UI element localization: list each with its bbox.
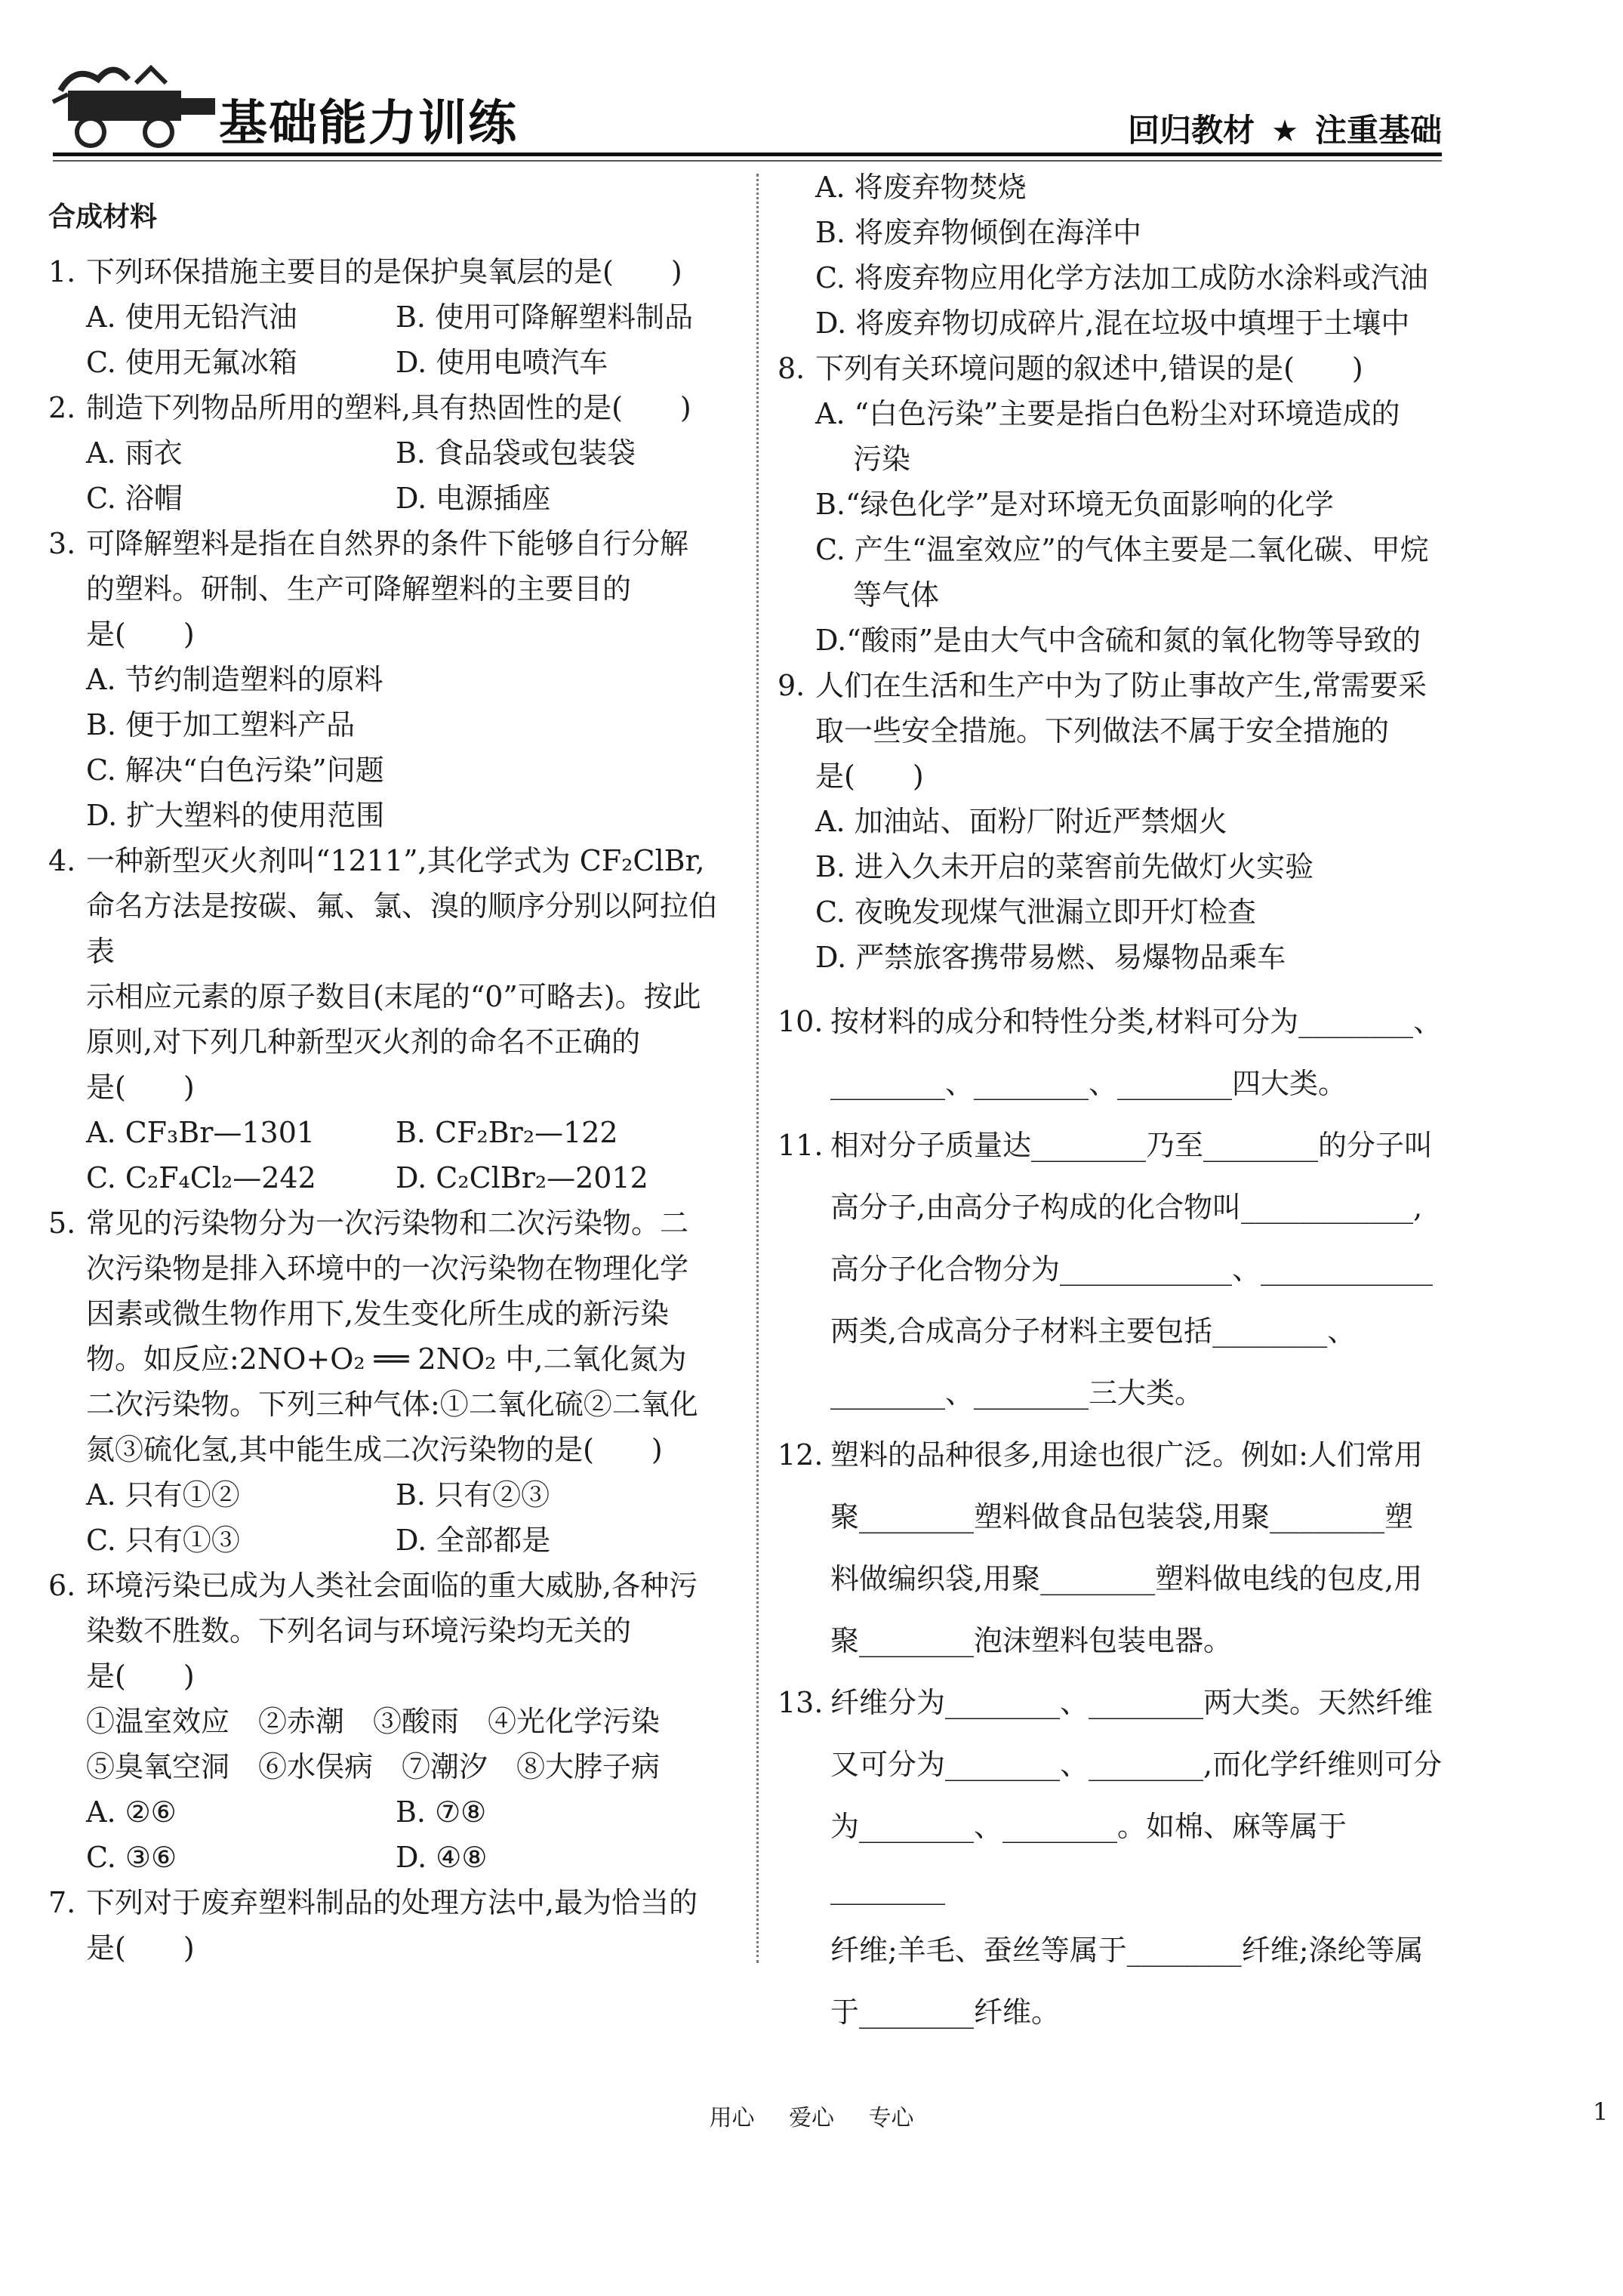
question-number: 4. — [48, 844, 76, 877]
question — [778, 663, 1457, 799]
question-text: ⑤臭氧空洞 ⑥水俣病 ⑦潮汐 ⑧大脖子病 — [86, 1750, 661, 1783]
option: A. 将废弃物焚烧 — [815, 171, 1027, 204]
question-text: 按材料的成分和特性分类,材料可分为________、 — [830, 1005, 1443, 1038]
question-text: 是( ) — [86, 1931, 195, 1965]
question-text: 一种新型灭火剂叫“1211”,其化学式为 CF₂ClBr, — [86, 844, 705, 877]
question-text: 料做编织袋,用聚________塑料做电线的包皮,用 — [830, 1562, 1423, 1595]
question-text: 相对分子质量达________乃至________的分子叫 — [830, 1129, 1434, 1162]
question-text: 原则,对下列几种新型灭火剂的命名不正确的 — [86, 1025, 641, 1059]
option: B. 将废弃物倾倒在海洋中 — [815, 216, 1142, 249]
option: A. 雨衣 — [86, 436, 183, 470]
question-text: 因素或微生物作用下,发生变化所生成的新污染 — [86, 1297, 670, 1330]
option: A. 加油站、面粉厂附近严禁烟火 — [815, 805, 1227, 838]
question-text: 二次污染物。下列三种气体:①二氧化硫②二氧化 — [86, 1388, 698, 1421]
page-number: 1 — [1593, 2097, 1609, 2126]
option: D. 使用电喷汽车 — [396, 346, 608, 379]
question-number: 8. — [778, 352, 805, 385]
question-text: 的塑料。研制、生产可降解塑料的主要目的 — [86, 572, 632, 606]
option: A. CF₃Br—1301 — [86, 1116, 316, 1149]
question-number: 3. — [48, 527, 76, 560]
question — [48, 1563, 735, 1789]
question-text: 纤维分为________、________两大类。天然纤维 — [830, 1686, 1434, 1719]
question-text: 纤维;羊毛、蚕丝等属于________纤维;涤纶等属 — [830, 1934, 1424, 1967]
question-text: ①温室效应 ②赤潮 ③酸雨 ④光化学污染 — [86, 1705, 661, 1738]
option-grid — [48, 1110, 735, 1200]
question-number: 1. — [48, 255, 76, 288]
option: C. 将废弃物应用化学方法加工成防水涂料或汽油 — [815, 261, 1428, 294]
question-text: 下列环保措施主要目的是保护臭氧层的是( ) — [86, 255, 682, 288]
question-text: 为________、________。如棉、麻等属于________ — [830, 1810, 1347, 1905]
option: B.“绿色化学”是对环境无负面影响的化学 — [815, 488, 1334, 521]
question-number: 2. — [48, 391, 76, 424]
option-grid — [48, 430, 735, 521]
question-text: 可降解塑料是指在自然界的条件下能够自行分解 — [86, 527, 689, 560]
option: A. “白色污染”主要是指白色粉尘对环境造成的 — [815, 397, 1400, 430]
option: C. 解决“白色污染”问题 — [86, 754, 384, 787]
footer — [0, 2099, 1623, 2132]
question-number: 6. — [48, 1569, 76, 1602]
option: C. 只有①③ — [86, 1524, 240, 1557]
option: D. 将废弃物切成碎片,混在垃圾中填埋于土壤中 — [815, 307, 1410, 340]
question-text: 是( ) — [815, 760, 924, 793]
option: D.“酸雨”是由大气中含硫和氮的氧化物等导致的 — [815, 624, 1421, 657]
option: B. 使用可降解塑料制品 — [396, 300, 694, 334]
question-text: 于________纤维。 — [830, 1996, 1061, 2029]
option: B. 便于加工塑料产品 — [86, 708, 356, 741]
question — [48, 385, 735, 430]
question-text: 氮③硫化氢,其中能生成二次污染物的是( ) — [86, 1433, 663, 1466]
q7-options — [778, 165, 1457, 346]
question-text: 塑料的品种很多,用途也很广泛。例如:人们常用 — [830, 1438, 1423, 1472]
left-column — [48, 195, 735, 1971]
option: A. ②⑥ — [86, 1795, 177, 1829]
footer-item: 爱心 — [789, 2105, 834, 2131]
option: D. ④⑧ — [396, 1841, 488, 1874]
question — [48, 1200, 735, 1472]
slogan-left: 回归教材 — [1128, 112, 1255, 149]
section-title: 合成材料 — [48, 202, 158, 233]
fill-question — [778, 1424, 1457, 1672]
option: B. CF₂Br₂—122 — [396, 1116, 618, 1149]
option: D. 全部都是 — [396, 1524, 551, 1557]
option: A. 只有①② — [86, 1478, 240, 1512]
option: B. 只有②③ — [396, 1478, 550, 1512]
fill-question — [778, 1672, 1457, 2043]
question-text: 常见的污染物分为一次污染物和二次污染物。二 — [86, 1207, 689, 1240]
question-text: ________、________、________四大类。 — [830, 1067, 1347, 1100]
option: C. 浴帽 — [86, 482, 183, 515]
question-number: 5. — [48, 1207, 76, 1240]
question-text: 次污染物是排入环境中的一次污染物在物理化学 — [86, 1252, 689, 1285]
option: C. C₂F₄Cl₂—242 — [86, 1161, 316, 1194]
option: C. 夜晚发现煤气泄漏立即开灯检查 — [815, 895, 1256, 929]
question — [48, 249, 735, 294]
question-text: 聚________泡沫塑料包装电器。 — [830, 1624, 1233, 1657]
option: 等气体 — [853, 578, 940, 612]
option: D. C₂ClBr₂—2012 — [396, 1161, 648, 1194]
footer-item: 专心 — [868, 2105, 914, 2131]
question-text: 是( ) — [86, 1660, 195, 1693]
option-grid — [48, 1472, 735, 1563]
question — [48, 838, 735, 1110]
question-text: 下列有关环境问题的叙述中,错误的是( ) — [815, 352, 1363, 385]
header-rule-thin — [53, 160, 1442, 162]
option: B. 进入久未开启的菜窖前先做灯火实验 — [815, 850, 1314, 883]
option: B. ⑦⑧ — [396, 1795, 487, 1829]
question-text: 高分子化合物分为____________、____________ — [830, 1253, 1434, 1286]
slogan-right: 注重基础 — [1314, 112, 1442, 149]
question-text: 两类,合成高分子材料主要包括________、 — [830, 1314, 1357, 1348]
question-text: 聚________塑料做食品包装袋,用聚________塑 — [830, 1500, 1414, 1533]
question-text: 是( ) — [86, 618, 195, 651]
fill-question — [778, 991, 1457, 1114]
question — [48, 1880, 735, 1971]
header — [45, 45, 1442, 159]
page-title: 基础能力训练 — [219, 96, 518, 152]
option: B. 食品袋或包装袋 — [396, 436, 636, 470]
option: C. ③⑥ — [86, 1841, 177, 1874]
question — [778, 346, 1457, 391]
question-text: 下列对于废弃塑料制品的处理方法中,最为恰当的 — [86, 1886, 698, 1919]
question-text: 又可分为________、________,而化学纤维则可分 — [830, 1748, 1443, 1781]
question-number: 9. — [778, 669, 805, 702]
question-number: 11. — [778, 1129, 824, 1162]
star-icon: ★ — [1271, 114, 1298, 149]
question — [48, 521, 735, 657]
question-number: 12. — [778, 1438, 824, 1472]
fill-question — [778, 1114, 1457, 1424]
question-text: 示相应元素的原子数目(末尾的“0”可略去)。按此 — [86, 980, 701, 1013]
question-text: 人们在生活和生产中为了防止事故产生,常需要采 — [815, 669, 1427, 702]
option: C. 使用无氟冰箱 — [86, 346, 297, 379]
option: D. 扩大塑料的使用范围 — [86, 799, 385, 832]
column-divider — [756, 174, 759, 1963]
right-questions — [778, 346, 1457, 980]
option: A. 使用无铅汽油 — [86, 300, 297, 334]
question-number: 10. — [778, 1005, 824, 1038]
option: D. 电源插座 — [396, 482, 551, 515]
right-column — [778, 165, 1457, 2043]
left-questions — [48, 249, 735, 1971]
question-text: 制造下列物品所用的塑料,具有热固性的是( ) — [86, 391, 691, 424]
question-number: 7. — [48, 1886, 76, 1919]
question-text: 高分子,由高分子构成的化合物叫____________, — [830, 1191, 1423, 1224]
option-grid — [48, 1789, 735, 1880]
question-text: 环境污染已成为人类社会面临的重大威胁,各种污 — [86, 1569, 698, 1602]
cart-logo-icon — [45, 60, 219, 151]
option: D. 严禁旅客携带易燃、易爆物品乘车 — [815, 941, 1286, 974]
question-number: 13. — [778, 1686, 824, 1719]
header-rule — [53, 153, 1442, 156]
fill-questions — [778, 991, 1457, 2043]
question-text: 是( ) — [86, 1071, 195, 1104]
question-text: 取一些安全措施。下列做法不属于安全措施的 — [815, 714, 1390, 747]
question-text: ________、________三大类。 — [830, 1376, 1204, 1410]
option: 污染 — [853, 442, 911, 476]
option-grid — [48, 294, 735, 385]
option: A. 节约制造塑料的原料 — [86, 663, 383, 696]
question-text: 物。如反应:2NO+O₂ ══ 2NO₂ 中,二氧化氮为 — [86, 1342, 687, 1376]
question-text: 染数不胜数。下列名词与环境污染均无关的 — [86, 1614, 632, 1647]
option: C. 产生“温室效应”的气体主要是二氧化碳、甲烷 — [815, 533, 1429, 566]
question-text: 命名方法是按碳、氟、氯、溴的顺序分别以阿拉伯表 — [86, 889, 718, 968]
header-slogan — [1128, 106, 1442, 151]
footer-item: 用心 — [709, 2105, 755, 2131]
